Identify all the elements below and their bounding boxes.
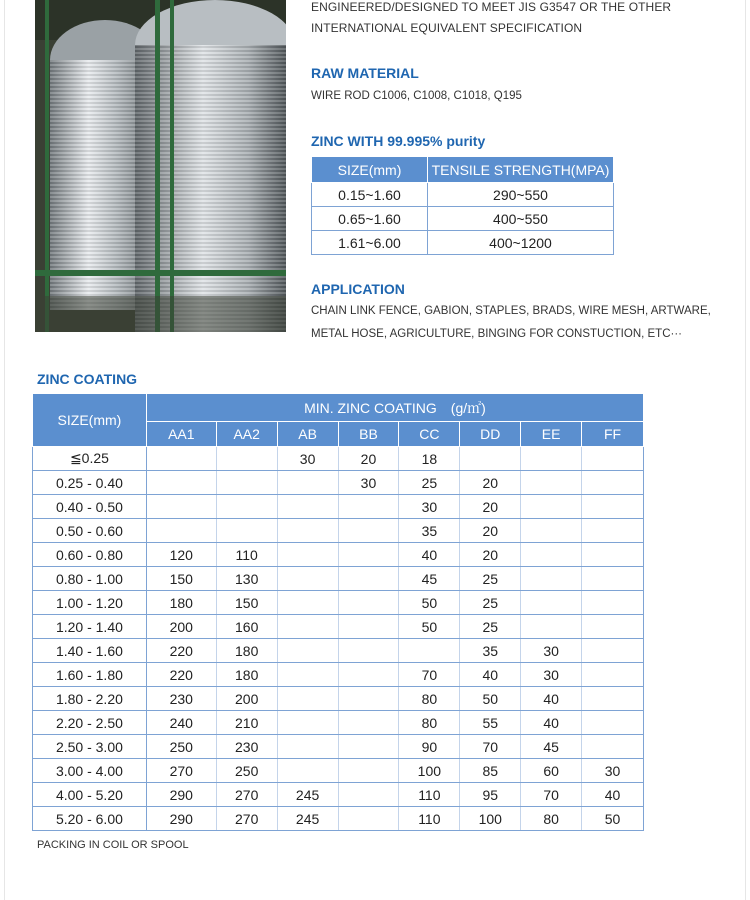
coating-value-cell: 110 (399, 783, 460, 807)
coating-value-cell: 85 (460, 759, 521, 783)
coating-value-cell (338, 495, 399, 519)
coating-value-cell: 220 (146, 663, 216, 687)
size-cell: 0.50 - 0.60 (33, 519, 147, 543)
coating-value-cell: 55 (460, 711, 521, 735)
coating-value-cell (582, 495, 644, 519)
coating-value-cell: 130 (216, 567, 277, 591)
coating-value-cell (277, 663, 338, 687)
table-row (33, 663, 644, 687)
coating-value-cell: 230 (216, 735, 277, 759)
coating-value-cell: 35 (399, 519, 460, 543)
coating-value-cell: 245 (277, 783, 338, 807)
coating-value-cell: 30 (582, 759, 644, 783)
coating-value-cell: 95 (460, 783, 521, 807)
coating-value-cell (338, 543, 399, 567)
table-row (33, 711, 644, 735)
coating-value-cell (521, 567, 582, 591)
coating-value-cell (582, 711, 644, 735)
coating-value-cell: 30 (338, 471, 399, 495)
coating-value-cell: 45 (399, 567, 460, 591)
coating-value-cell (582, 615, 644, 639)
wire-coil-illustration (35, 0, 286, 332)
coating-value-cell: 25 (399, 471, 460, 495)
coating-value-cell: 250 (146, 735, 216, 759)
zinc-purity-heading: ZINC WITH 99.995% purity (311, 133, 486, 149)
coating-value-cell (277, 471, 338, 495)
tensile-header-row (312, 157, 614, 183)
coating-value-cell: 45 (521, 735, 582, 759)
coating-value-cell: 80 (521, 807, 582, 831)
coating-value-cell (277, 759, 338, 783)
coating-value-cell: 40 (521, 687, 582, 711)
coating-value-cell: 240 (146, 711, 216, 735)
coating-value-cell: 50 (399, 591, 460, 615)
table-row (33, 543, 644, 567)
coating-value-cell (277, 639, 338, 663)
coating-value-cell: 90 (399, 735, 460, 759)
grade-header: CC (399, 422, 460, 447)
coating-value-cell: 40 (460, 663, 521, 687)
coating-value-cell (146, 447, 216, 471)
grade-header: EE (521, 422, 582, 447)
coating-value-cell (338, 735, 399, 759)
grade-header: AB (277, 422, 338, 447)
coating-value-cell (399, 639, 460, 663)
tensile-strength-header: TENSILE STRENGTH(MPA) (428, 157, 614, 183)
coating-value-cell (338, 615, 399, 639)
coating-value-cell: 180 (146, 591, 216, 615)
grade-header: FF (582, 422, 644, 447)
application-line-2: METAL HOSE, AGRICULTURE, BINGING FOR CONSTUCTION, ETC··· (311, 328, 682, 340)
coating-value-cell (277, 543, 338, 567)
coating-value-cell (277, 591, 338, 615)
grade-header: BB (338, 422, 399, 447)
table-row (312, 231, 614, 255)
coating-value-cell (277, 519, 338, 543)
spec-line-2: INTERNATIONAL EQUIVALENT SPECIFICATION (311, 21, 583, 35)
coating-value-cell: 110 (399, 807, 460, 831)
coating-value-cell: 25 (460, 591, 521, 615)
size-cell: 1.40 - 1.60 (33, 639, 147, 663)
grade-header: AA1 (146, 422, 216, 447)
coating-value-cell: 50 (460, 687, 521, 711)
coating-value-cell (582, 591, 644, 615)
zinc-coating-heading: ZINC COATING (37, 371, 138, 387)
coating-value-cell: 270 (216, 807, 277, 831)
size-cell: 0.25 - 0.40 (33, 471, 147, 495)
coating-value-cell: 250 (216, 759, 277, 783)
coating-value-cell: 30 (521, 663, 582, 687)
coating-value-cell: 20 (460, 543, 521, 567)
coating-value-cell (338, 663, 399, 687)
tensile-strength-table (311, 156, 614, 255)
wire-coil-photo (35, 0, 286, 332)
size-cell: 2.20 - 2.50 (33, 711, 147, 735)
table-row (312, 207, 614, 231)
coating-value-cell (521, 519, 582, 543)
coating-value-cell (521, 615, 582, 639)
coating-value-cell: 160 (216, 615, 277, 639)
tensile-size-cell: 1.61~6.00 (312, 231, 428, 255)
coating-value-cell: 30 (277, 447, 338, 471)
tensile-size-cell: 0.15~1.60 (312, 183, 428, 207)
coating-value-cell: 40 (582, 783, 644, 807)
zinc-header-row (33, 394, 644, 422)
size-cell: 5.20 - 6.00 (33, 807, 147, 831)
size-cell: 1.80 - 2.20 (33, 687, 147, 711)
table-row (33, 735, 644, 759)
coating-value-cell (146, 519, 216, 543)
coating-value-cell: 70 (399, 663, 460, 687)
application-line-1: CHAIN LINK FENCE, GABION, STAPLES, BRADS, WIRE MESH, ARTWARE, (311, 305, 711, 317)
coating-value-cell: 245 (277, 807, 338, 831)
table-row (33, 495, 644, 519)
coating-value-cell: 290 (146, 807, 216, 831)
table-row (33, 759, 644, 783)
coating-value-cell (582, 519, 644, 543)
zinc-coating-table (32, 393, 644, 831)
zinc-min-coating-header: MIN. ZINC COATING (g/㎡) (146, 394, 643, 422)
coating-value-cell: 25 (460, 567, 521, 591)
coating-value-cell (216, 519, 277, 543)
coating-value-cell (582, 663, 644, 687)
spec-line-1: ENGINEERED/DESIGNED TO MEET JIS G3547 OR THE OTHER (311, 0, 672, 14)
coating-value-cell: 70 (460, 735, 521, 759)
size-cell: 2.50 - 3.00 (33, 735, 147, 759)
coating-value-cell (146, 495, 216, 519)
coating-value-cell (338, 783, 399, 807)
coating-value-cell (521, 495, 582, 519)
coating-value-cell (216, 447, 277, 471)
coating-value-cell: 150 (146, 567, 216, 591)
grade-header: DD (460, 422, 521, 447)
coating-value-cell (582, 471, 644, 495)
tensile-value-cell: 400~1200 (428, 231, 614, 255)
coating-value-cell (582, 687, 644, 711)
coating-value-cell: 30 (399, 495, 460, 519)
table-row (33, 807, 644, 831)
raw-material-text: WIRE ROD C1006, C1008, C1018, Q195 (311, 90, 522, 102)
table-row (33, 687, 644, 711)
size-cell: 1.20 - 1.40 (33, 615, 147, 639)
coating-value-cell: 20 (460, 471, 521, 495)
coating-value-cell (216, 495, 277, 519)
coating-value-cell: 20 (338, 447, 399, 471)
application-heading: APPLICATION (311, 281, 405, 297)
coating-value-cell: 290 (146, 783, 216, 807)
coating-value-cell: 80 (399, 711, 460, 735)
coating-value-cell: 18 (399, 447, 460, 471)
coating-value-cell (338, 567, 399, 591)
table-row (33, 639, 644, 663)
coating-value-cell: 110 (216, 543, 277, 567)
coating-value-cell (460, 447, 521, 471)
coating-value-cell: 120 (146, 543, 216, 567)
coating-value-cell: 20 (460, 519, 521, 543)
coating-value-cell: 180 (216, 663, 277, 687)
coating-value-cell: 200 (146, 615, 216, 639)
raw-material-heading: RAW MATERIAL (311, 65, 419, 81)
coating-value-cell: 50 (582, 807, 644, 831)
coating-value-cell (338, 687, 399, 711)
coating-value-cell: 20 (460, 495, 521, 519)
table-row (33, 447, 644, 471)
tensile-size-cell: 0.65~1.60 (312, 207, 428, 231)
coating-value-cell: 100 (460, 807, 521, 831)
coating-value-cell (277, 615, 338, 639)
coating-value-cell: 40 (521, 711, 582, 735)
table-row (33, 567, 644, 591)
coating-value-cell: 270 (216, 783, 277, 807)
coating-value-cell (582, 735, 644, 759)
packing-note: PACKING IN COIL OR SPOOL (37, 839, 189, 851)
coating-value-cell (582, 639, 644, 663)
coating-value-cell: 25 (460, 615, 521, 639)
coating-value-cell: 50 (399, 615, 460, 639)
size-cell: 0.40 - 0.50 (33, 495, 147, 519)
zinc-size-header: SIZE(mm) (33, 394, 147, 447)
coating-value-cell: 210 (216, 711, 277, 735)
coating-value-cell: 150 (216, 591, 277, 615)
coating-value-cell: 200 (216, 687, 277, 711)
coating-value-cell: 230 (146, 687, 216, 711)
coating-value-cell (582, 447, 644, 471)
coating-value-cell: 40 (399, 543, 460, 567)
coating-value-cell (582, 567, 644, 591)
table-row (33, 783, 644, 807)
coating-value-cell (582, 543, 644, 567)
size-cell: 0.80 - 1.00 (33, 567, 147, 591)
coating-value-cell (521, 447, 582, 471)
size-cell: 4.00 - 5.20 (33, 783, 147, 807)
coating-value-cell (277, 687, 338, 711)
coating-value-cell (338, 807, 399, 831)
coating-value-cell (277, 711, 338, 735)
grade-header: AA2 (216, 422, 277, 447)
coating-value-cell: 100 (399, 759, 460, 783)
coating-value-cell (277, 735, 338, 759)
size-cell: 3.00 - 4.00 (33, 759, 147, 783)
table-row (33, 615, 644, 639)
tensile-size-header: SIZE(mm) (312, 157, 428, 183)
coating-value-cell: 180 (216, 639, 277, 663)
size-cell: 0.60 - 0.80 (33, 543, 147, 567)
coating-value-cell (216, 471, 277, 495)
size-cell: 1.60 - 1.80 (33, 663, 147, 687)
coating-value-cell (146, 471, 216, 495)
coating-value-cell (521, 471, 582, 495)
coating-value-cell (521, 543, 582, 567)
coating-value-cell: 35 (460, 639, 521, 663)
coating-value-cell (521, 591, 582, 615)
coating-value-cell (338, 591, 399, 615)
table-row (33, 471, 644, 495)
coating-value-cell: 70 (521, 783, 582, 807)
coating-value-cell (338, 759, 399, 783)
coating-value-cell (277, 567, 338, 591)
table-row (312, 183, 614, 207)
tensile-value-cell: 290~550 (428, 183, 614, 207)
table-row (33, 591, 644, 615)
coating-value-cell: 270 (146, 759, 216, 783)
coating-value-cell (338, 639, 399, 663)
size-cell: ≦0.25 (33, 447, 147, 471)
coating-value-cell: 60 (521, 759, 582, 783)
coating-value-cell (277, 495, 338, 519)
coating-value-cell: 220 (146, 639, 216, 663)
coating-value-cell (338, 519, 399, 543)
size-cell: 1.00 - 1.20 (33, 591, 147, 615)
coating-value-cell: 30 (521, 639, 582, 663)
tensile-value-cell: 400~550 (428, 207, 614, 231)
table-row (33, 519, 644, 543)
coating-value-cell (338, 711, 399, 735)
coating-value-cell: 80 (399, 687, 460, 711)
